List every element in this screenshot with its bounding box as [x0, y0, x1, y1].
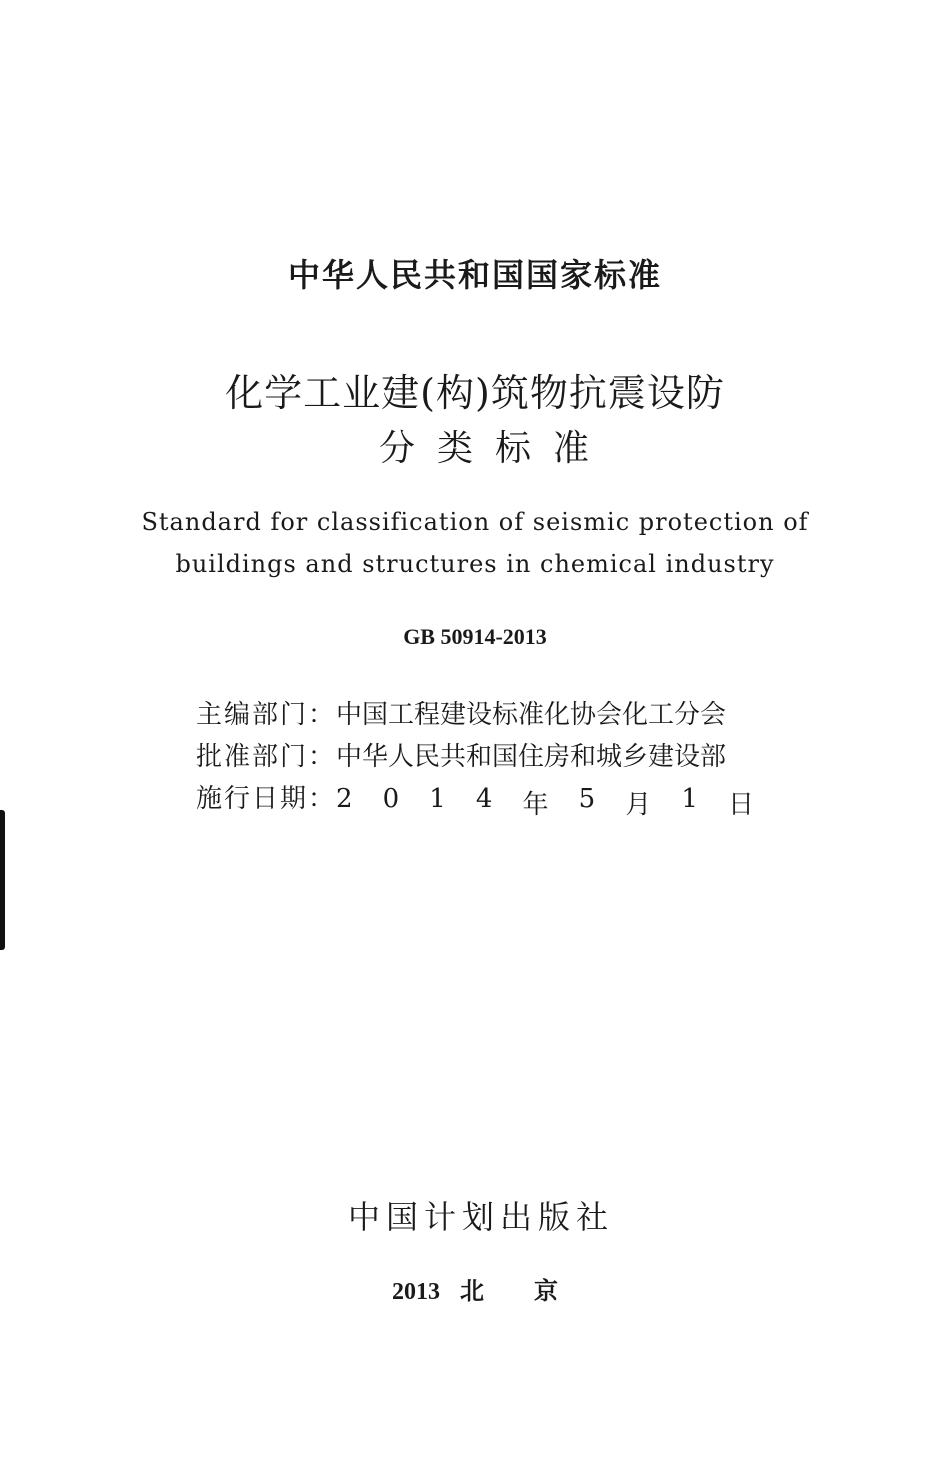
effective-date-value: [336, 784, 754, 821]
english-title-line-1: Standard for classification of seismic protection of: [141, 508, 809, 536]
date-char: 2: [336, 784, 353, 814]
chinese-title-line-1: 化学工业建(构)筑物抗震设防: [225, 371, 725, 415]
date-char: 1: [429, 784, 446, 814]
chief-editor-label: 主编部门：: [196, 700, 337, 730]
publication-year: 2013: [392, 1279, 440, 1305]
approval-value: 中华人民共和国住房和城乡建设部: [336, 742, 727, 772]
chief-editor-value: 中国工程建设标准化协会化工分会: [336, 700, 727, 730]
publication-city-char-1: 北: [460, 1276, 484, 1305]
english-title-line-2: buildings and structures in chemical industry: [175, 550, 775, 578]
publication-place: [0, 1271, 950, 1306]
page-edge-mark: [0, 810, 5, 950]
approval-label: 批准部门：: [196, 742, 337, 772]
publication-city-char-2: 京: [534, 1276, 558, 1305]
date-char: 5: [578, 784, 596, 814]
publisher-name: 中国计划出版社: [347, 1198, 614, 1236]
effective-date-label: 施行日期：: [196, 784, 337, 814]
date-char: 日: [727, 790, 754, 820]
date-char: 1: [681, 784, 698, 814]
date-char: 月: [625, 790, 652, 820]
date-char: 0: [382, 784, 400, 814]
date-char: 4: [475, 784, 493, 814]
effective-date-row: [196, 778, 756, 821]
national-standard-heading: 中华人民共和国国家标准: [287, 256, 662, 294]
standard-code: GB 50914-2013: [403, 624, 547, 649]
date-char: 年: [522, 790, 549, 820]
chinese-title-line-2: 分类标准: [378, 428, 611, 469]
approval-row: [196, 736, 756, 773]
chief-editor-row: [196, 694, 756, 731]
